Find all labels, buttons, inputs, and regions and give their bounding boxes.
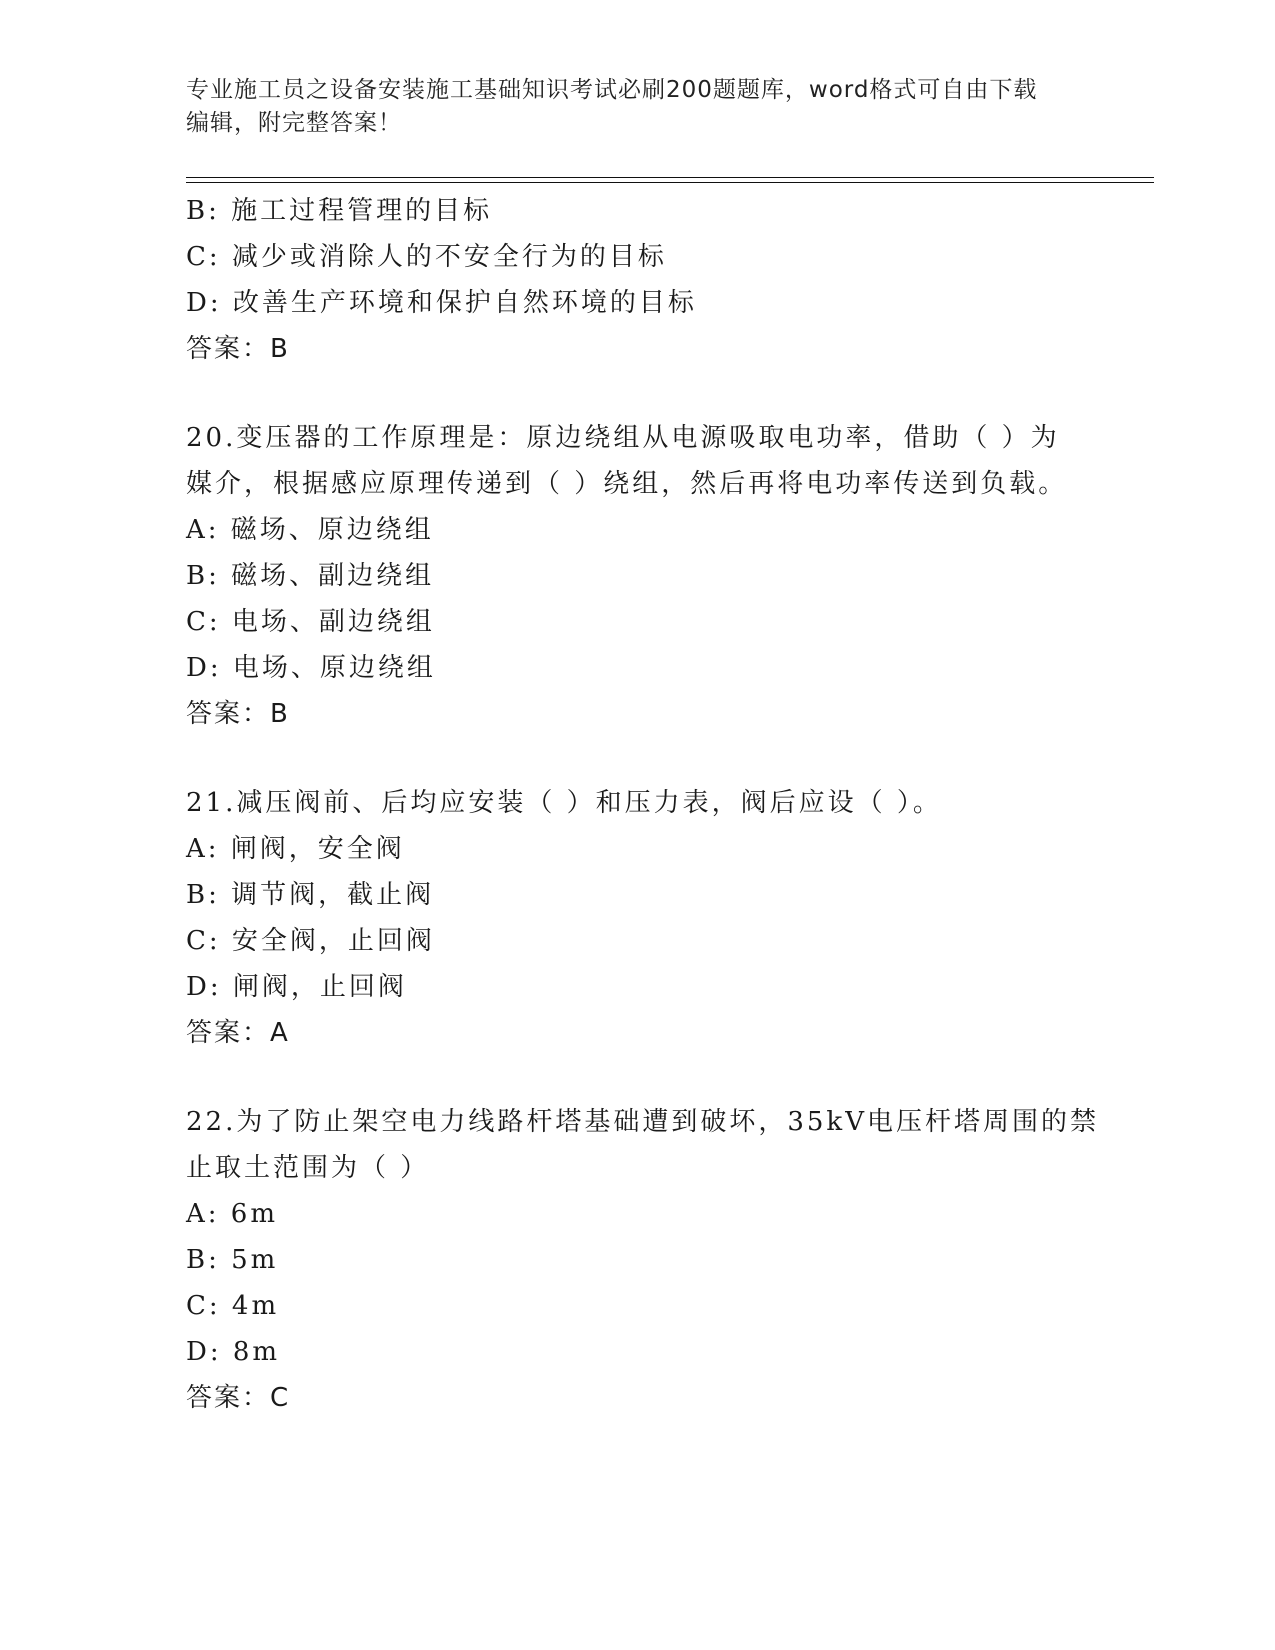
option-c: C: 减少或消除人的不安全行为的目标 (186, 242, 667, 272)
header-divider-top (186, 177, 1154, 178)
option-d: D: 电场、原边绕组 (186, 653, 436, 683)
header-divider-bottom (186, 182, 1154, 183)
spacer (186, 1056, 1086, 1099)
option-b: B: 5m (186, 1245, 279, 1275)
question-22 (186, 1099, 1099, 1421)
option-d: D: 闸阀，止回阀 (186, 972, 407, 1002)
option-a: A: 6m (186, 1199, 278, 1229)
header-title-line-2: 编辑，附完整答案！ (186, 110, 402, 136)
question-content (186, 188, 1099, 1421)
option-d: D: 改善生产环境和保护自然环境的目标 (186, 288, 697, 318)
question-stem: 20.变压器的工作原理是：原边绕组从电源吸取电功率，借助（ ）为 (186, 423, 1060, 453)
option-a: A: 磁场、原边绕组 (186, 515, 434, 545)
answer-line: 答案：B (186, 334, 290, 364)
option-b: B: 施工过程管理的目标 (186, 196, 493, 226)
question-21 (186, 780, 1086, 1056)
question-stem: 21.减压阀前、后均应安装（ ）和压力表，阀后应设（ ）。 (186, 788, 942, 818)
header-title-line-1: 专业施工员之设备安装施工基础知识考试必刷200题题库，word格式可自由下载 (186, 77, 1038, 103)
question-19-tail (186, 188, 1086, 372)
answer-line: 答案：B (186, 699, 290, 729)
option-c: C: 电场、副边绕组 (186, 607, 435, 637)
question-20 (186, 415, 1086, 737)
option-c: C: 安全阀，止回阀 (186, 926, 435, 956)
option-c: C: 4m (186, 1291, 280, 1321)
document-header (186, 74, 1066, 140)
question-stem: 22.为了防止架空电力线路杆塔基础遭到破坏，35kV电压杆塔周围的禁 (186, 1107, 1099, 1137)
question-stem: 媒介，根据感应原理传递到（ ）绕组，然后再将电功率传送到负载。 (186, 469, 1068, 499)
option-a: A: 闸阀，安全阀 (186, 834, 405, 864)
spacer (186, 737, 1086, 780)
option-d: D: 8m (186, 1337, 281, 1367)
option-b: B: 调节阀，截止阀 (186, 880, 435, 910)
answer-line: 答案：C (186, 1383, 291, 1413)
option-b: B: 磁场、副边绕组 (186, 561, 435, 591)
answer-line: 答案：A (186, 1018, 290, 1048)
question-stem: 止取土范围为（ ） (186, 1153, 430, 1183)
spacer (186, 372, 1086, 415)
